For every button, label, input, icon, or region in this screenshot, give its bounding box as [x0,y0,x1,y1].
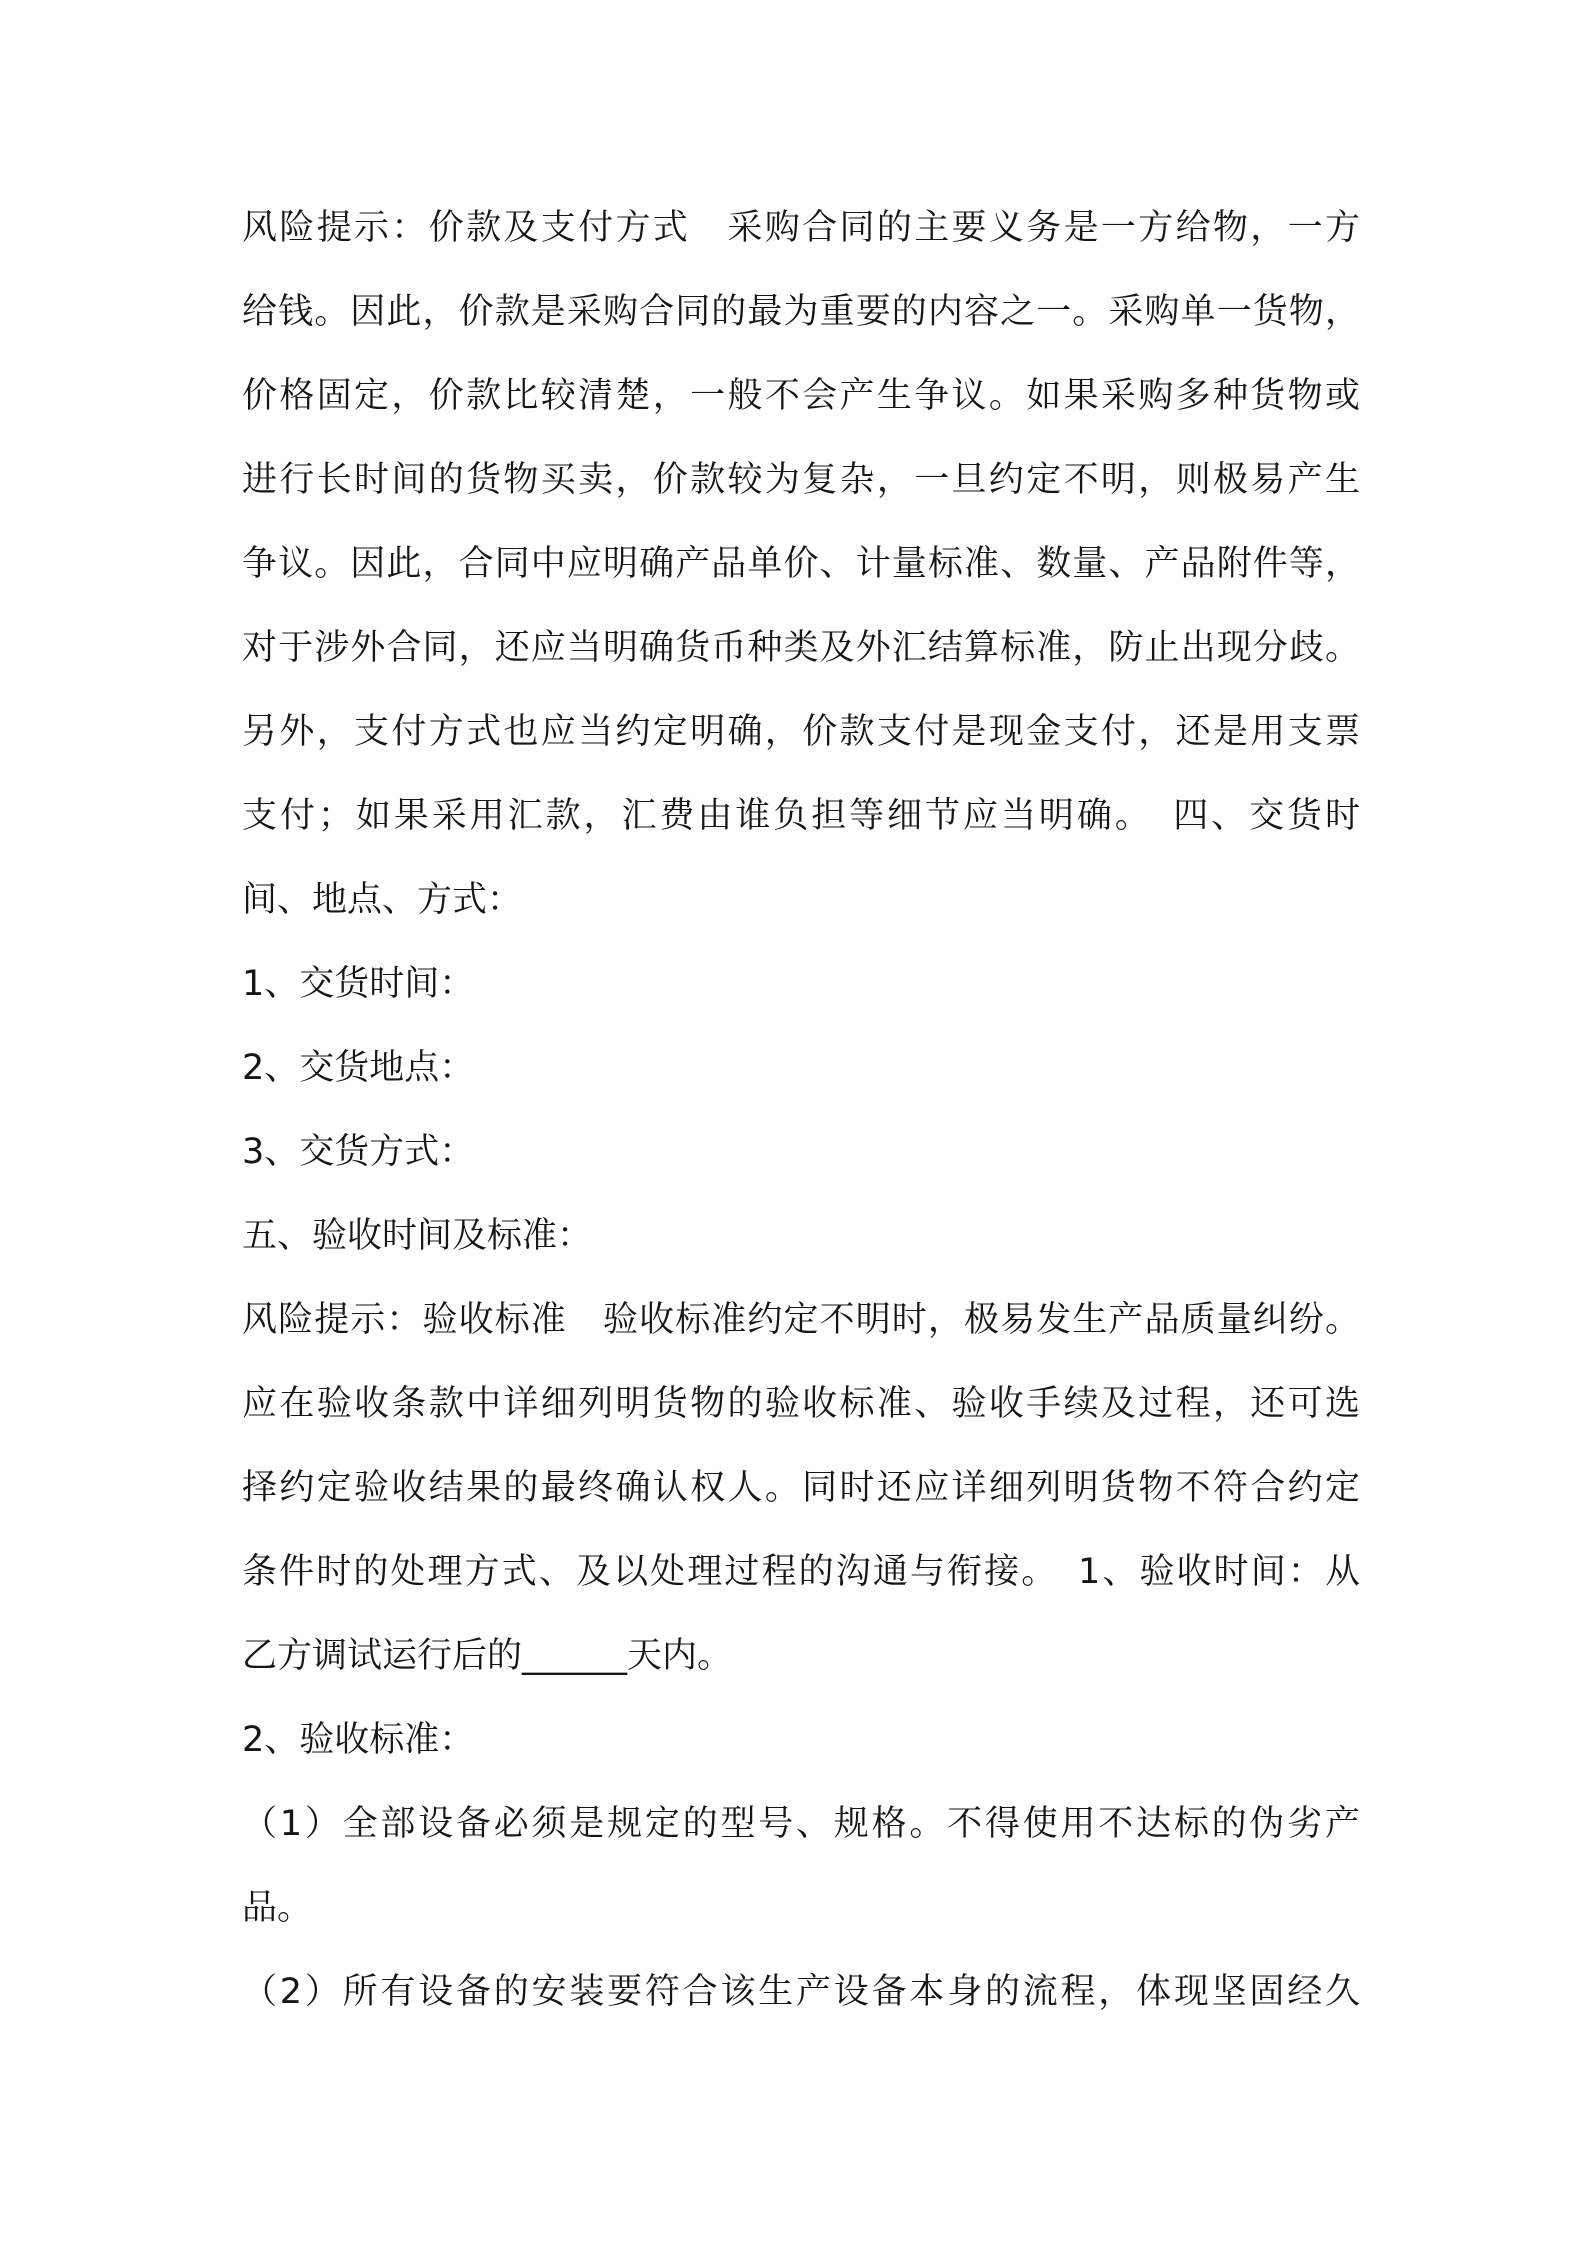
text-line: 给钱。因此，价款是采购合同的最为重要的内容之一。采购单一货物， [242,292,1360,332]
text-line: 间、地点、方式： [242,880,523,920]
text-line: 另外，支付方式也应当约定明确，价款支付是现金支付，还是用支票 [242,712,1360,752]
list-item-delivery-place: 2、交货地点： [242,1048,475,1088]
text-line: 风险提示：验收标准 验收标准约定不明时，极易发生产品质量纠纷。 [242,1300,1360,1340]
section-heading-acceptance: 五、验收时间及标准： [242,1216,593,1256]
text-line: 争议。因此，合同中应明确产品单价、计量标准、数量、产品附件等， [242,544,1360,584]
text-line: 支付；如果采用汇款，汇费由谁负担等细节应当明确。 四、交货时 [242,796,1360,836]
list-item-acceptance-standard: 2、验收标准： [242,1720,475,1760]
text-line: 对于涉外合同，还应当明确货币种类及外汇结算标准，防止出现分歧。 [242,628,1360,668]
text-line: 进行长时间的货物买卖，价款较为复杂，一旦约定不明，则极易产生 [242,460,1360,500]
list-item-delivery-method: 3、交货方式： [242,1132,475,1172]
text-line: 乙方调试运行后的______天内。 [242,1636,733,1676]
text-line: 应在验收条款中详细列明货物的验收标准、验收手续及过程，还可选 [242,1384,1360,1424]
text-line: 风险提示：价款及支付方式 采购合同的主要义务是一方给物，一方 [242,208,1360,248]
list-item-delivery-time: 1、交货时间： [242,964,475,1004]
document-body [242,186,1360,2034]
text-line: 价格固定，价款比较清楚，一般不会产生争议。如果采购多种货物或 [242,376,1360,416]
text-line: 择约定验收结果的最终确认权人。同时还应详细列明货物不符合约定 [242,1468,1360,1508]
text-line: 品。 [242,1888,313,1928]
text-line: 条件时的处理方式、及以处理过程的沟通与衔接。 1、验收时间：从 [242,1552,1360,1592]
text-line: （2）所有设备的安装要符合该生产设备本身的流程，体现坚固经久 [242,1972,1360,2012]
text-line: （1）全部设备必须是规定的型号、规格。不得使用不达标的伪劣产 [242,1804,1360,1844]
